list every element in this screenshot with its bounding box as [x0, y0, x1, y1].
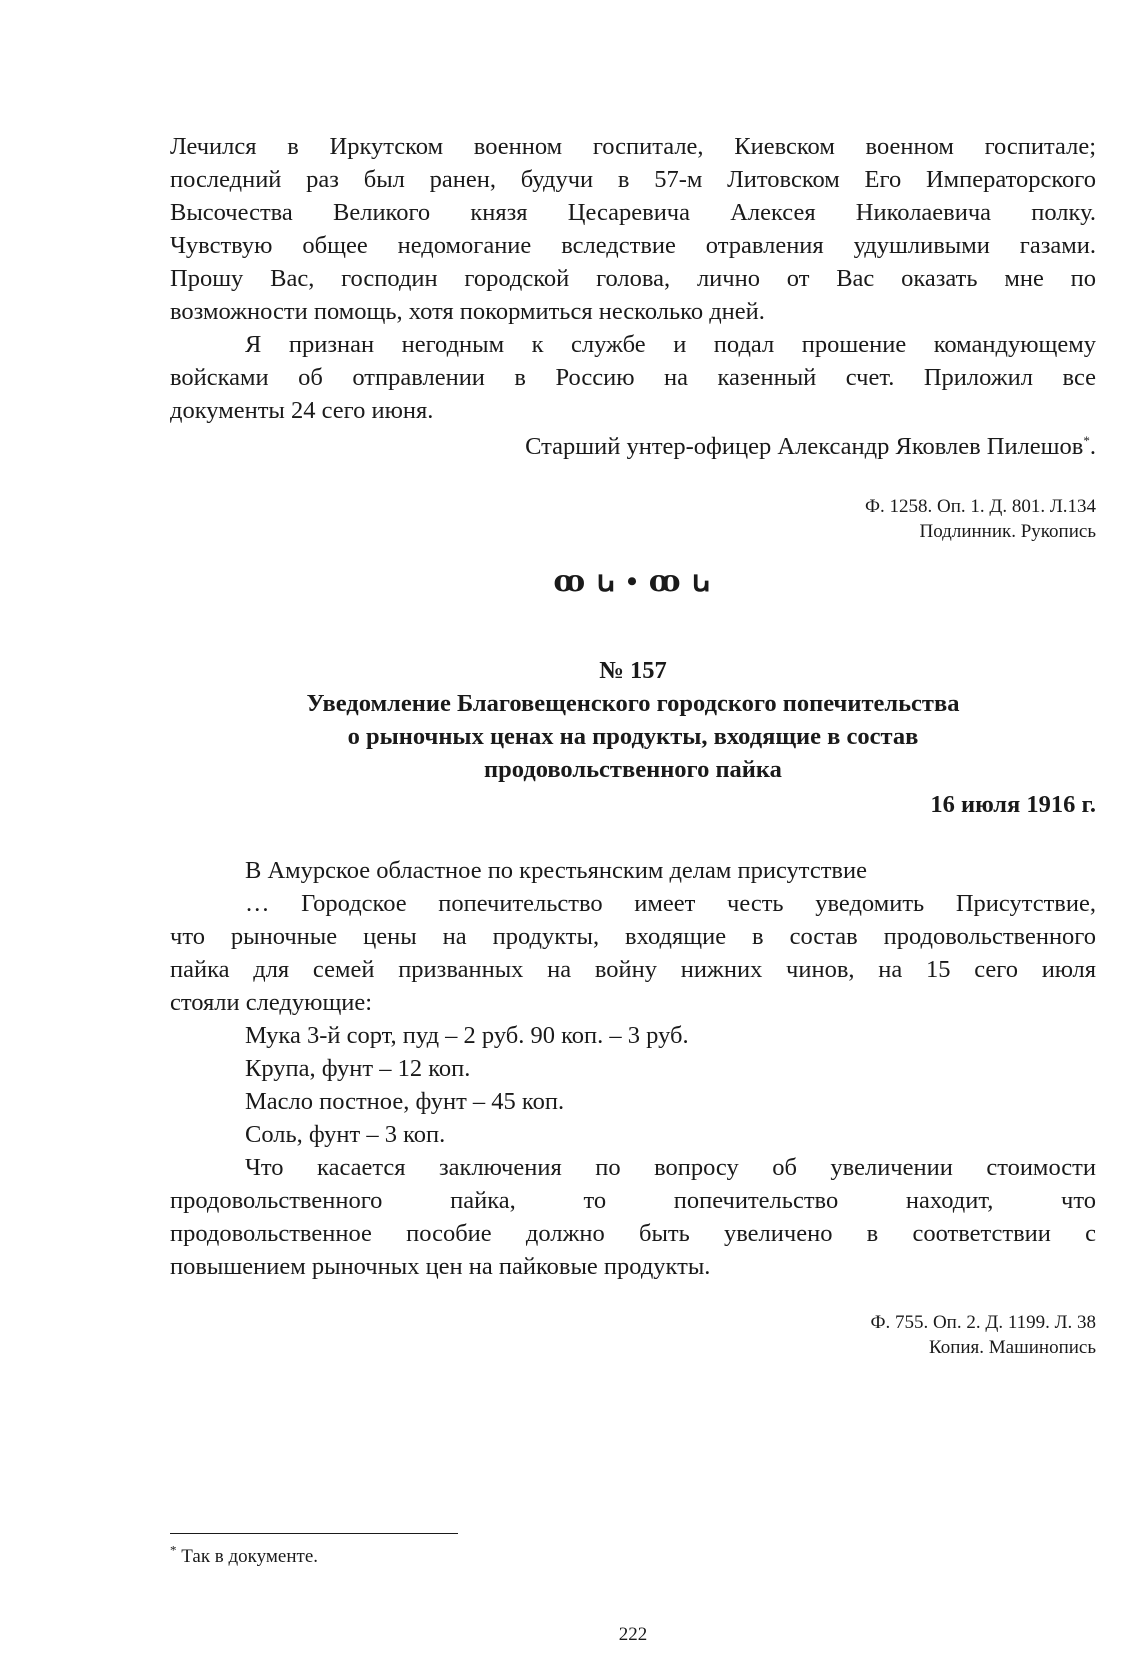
document-header [170, 654, 1096, 786]
conclusion-paragraph [170, 1151, 1096, 1283]
text-line: возможности помощь, хотя покормиться несколько дней. [170, 298, 765, 325]
price-item: Мука 3-й сорт, пуд – 2 руб. 90 коп. – 3 руб. [245, 1022, 689, 1049]
ornament-icon: ꝏ ꭎ • ꝏ ꭎ [553, 565, 713, 598]
text-line: Высочества Великого князя Цесаревича Алексея Николаевича полку. [170, 199, 1096, 226]
page-number: 222 [618, 1624, 648, 1645]
price-item: Крупа, фунт – 12 коп. [245, 1055, 471, 1082]
page-number-block [170, 1622, 1096, 1647]
signature [170, 430, 1096, 463]
text-line: документы 24 сего июня. [170, 397, 434, 424]
archive-type: Копия. Машинопись [928, 1337, 1096, 1358]
footnote-line [170, 1544, 1096, 1569]
signature-text: Старший унтер-офицер Александр Яковлев Пилешов [525, 433, 1084, 460]
text-line: стояли следующие: [170, 989, 373, 1016]
text-line: последний раз был ранен, будучи в 57-м Литовском Его Императорского [170, 166, 1096, 193]
footnote-mark: * [1083, 432, 1090, 448]
text-line: Чувствую общее недомогание вследствие отравления удушливыми газами. [170, 232, 1096, 259]
text-line: Я признан негодным к службе и подал прошение командующему [245, 331, 1096, 358]
footnote-divider [170, 1533, 458, 1534]
document-body [170, 854, 1096, 1019]
ornament-divider [170, 562, 1096, 602]
text-line: продовольственное пособие должно быть увеличено в соответствии с [170, 1220, 1096, 1247]
signature-end: . [1089, 433, 1096, 460]
archive-reference-2 [170, 1310, 1096, 1360]
price-list [170, 1019, 1096, 1151]
archive-reference-1 [170, 494, 1096, 544]
document-date-block [170, 788, 1096, 821]
text-line: Что касается заключения по вопросу об увеличении стоимости [245, 1154, 1096, 1181]
paragraph-1 [170, 130, 1096, 328]
archive-type: Подлинник. Рукопись [919, 521, 1096, 542]
paragraph-2 [170, 328, 1096, 427]
text-line: Прошу Вас, господин городской голова, лично от Вас оказать мне по [170, 265, 1096, 292]
document-number: № 157 [599, 657, 667, 684]
text-line: что рыночные цены на продукты, входящие в состав продовольственного [170, 923, 1096, 950]
document-date: 16 июля 1916 г. [930, 791, 1096, 818]
archive-ref: Ф. 755. Оп. 2. Д. 1199. Л. 38 [870, 1312, 1096, 1333]
text-line: … Городское попечительство имеет честь уведомить Присутствие, [245, 890, 1096, 917]
text-line: войсками об отправлении в Россию на казенный счет. Приложил все [170, 364, 1096, 391]
price-item: Масло постное, фунт – 45 коп. [245, 1088, 565, 1115]
text-line: повышением рыночных цен на пайковые продукты. [170, 1253, 711, 1280]
archive-ref: Ф. 1258. Оп. 1. Д. 801. Л.134 [865, 496, 1096, 517]
addressee: В Амурское областное по крестьянским делам присутствие [245, 857, 867, 884]
footnote-text: Так в документе. [176, 1546, 319, 1567]
document-title-line: продовольственного пайка [484, 756, 782, 783]
footnote-mark: * [170, 1542, 177, 1558]
document-title-line: Уведомление Благовещенского городского попечительства [306, 690, 960, 717]
text-line: Лечился в Иркутском военном госпитале, Киевском военном госпитале; [170, 133, 1096, 160]
signature-line [170, 430, 1096, 463]
footnote [170, 1544, 1096, 1569]
document-title-line: о рыночных ценах на продукты, входящие в состав [347, 723, 919, 750]
text-line: пайка для семей призванных на войну нижних чинов, на 15 сего июля [170, 956, 1096, 983]
price-item: Соль, фунт – 3 коп. [245, 1121, 446, 1148]
text-line: продовольственного пайка, то попечительство находит, что [170, 1187, 1096, 1214]
